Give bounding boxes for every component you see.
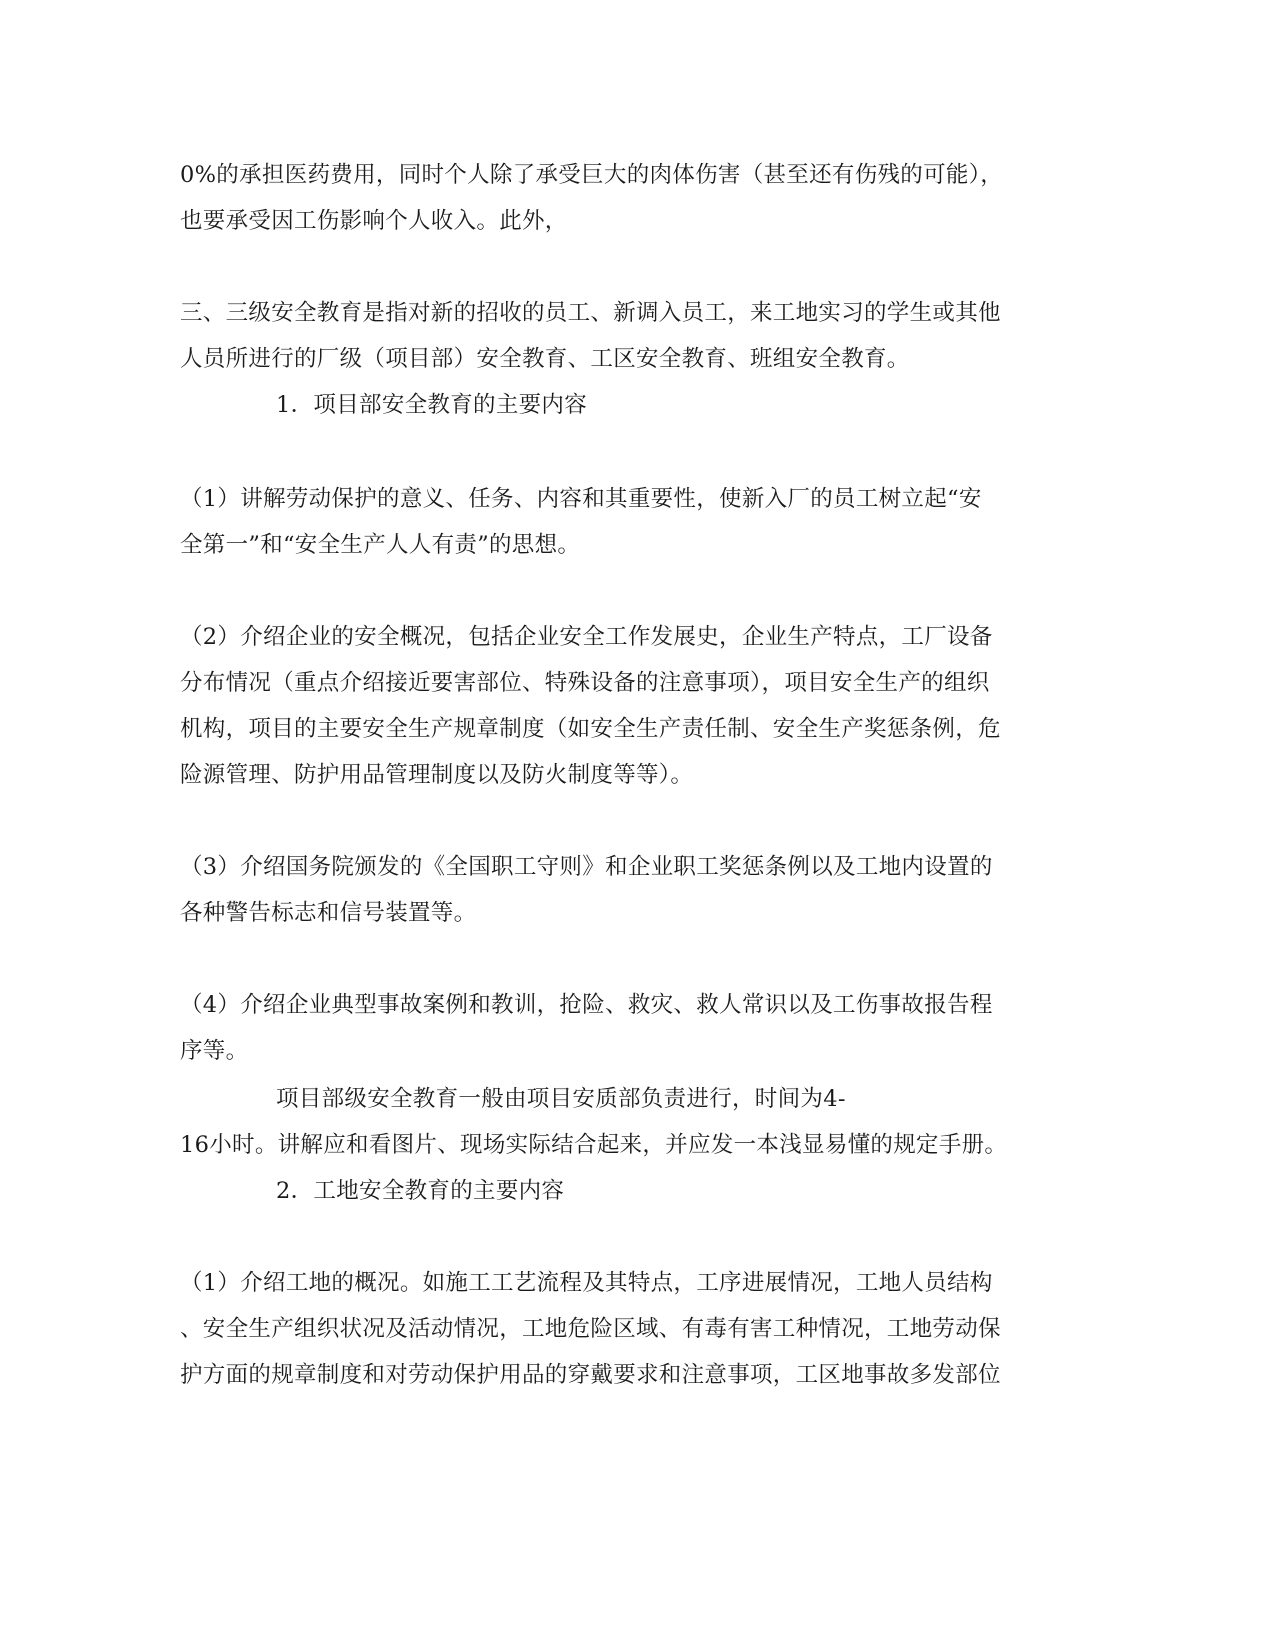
list-item-line: 序等。	[180, 1038, 249, 1064]
paragraph-line: 项目部级安全教育一般由项目安质部负责进行，时间为4-	[276, 1086, 846, 1112]
list-item-line: （2）介绍企业的安全概况，包括企业安全工作发展史，企业生产特点，工厂设备	[180, 624, 993, 650]
list-item-line: 全第一”和“安全生产人人有责”的思想。	[180, 532, 581, 558]
subsection-heading: 2．工地安全教育的主要内容	[276, 1178, 565, 1204]
list-item-line: （4）介绍企业典型事故案例和教训，抢险、救灾、救人常识以及工伤事故报告程	[180, 992, 993, 1018]
list-item-line: 、安全生产组织状况及活动情况，工地危险区域、有毒有害工种情况，工地劳动保	[180, 1316, 1001, 1342]
list-item-line: （3）介绍国务院颁发的《全国职工守则》和企业职工奖惩条例以及工地内设置的	[180, 854, 993, 880]
paragraph-line: 0%的承担医药费用，同时个人除了承受巨大的肉体伤害（甚至还有伤残的可能），	[180, 162, 1004, 188]
section-heading-line: 三、三级安全教育是指对新的招收的员工、新调入员工，来工地实习的学生或其他	[180, 300, 1001, 326]
paragraph-line: 人员所进行的厂级（项目部）安全教育、工区安全教育、班组安全教育。	[180, 346, 910, 372]
list-item-line: 分布情况（重点介绍接近要害部位、特殊设备的注意事项），项目安全生产的组织	[180, 670, 990, 696]
list-item-line: 护方面的规章制度和对劳动保护用品的穿戴要求和注意事项，工区地事故多发部位	[180, 1362, 1001, 1388]
list-item-line: （1）介绍工地的概况。如施工工艺流程及其特点，工序进展情况，工地人员结构	[180, 1270, 993, 1296]
paragraph-line: 16小时。讲解应和看图片、现场实际结合起来，并应发一本浅显易懂的规定手册。	[180, 1132, 1008, 1158]
subsection-heading: 1．项目部安全教育的主要内容	[276, 392, 588, 418]
list-item-line: 各种警告标志和信号装置等。	[180, 900, 477, 926]
list-item-line: 险源管理、防护用品管理制度以及防火制度等等）。	[180, 762, 694, 788]
list-item-line: （1）讲解劳动保护的意义、任务、内容和其重要性，使新入厂的员工树立起“安	[180, 486, 982, 512]
paragraph-line: 也要承受因工伤影响个人收入。此外，	[180, 208, 568, 234]
list-item-line: 机构，项目的主要安全生产规章制度（如安全生产责任制、安全生产奖惩条例，危	[180, 716, 1001, 742]
